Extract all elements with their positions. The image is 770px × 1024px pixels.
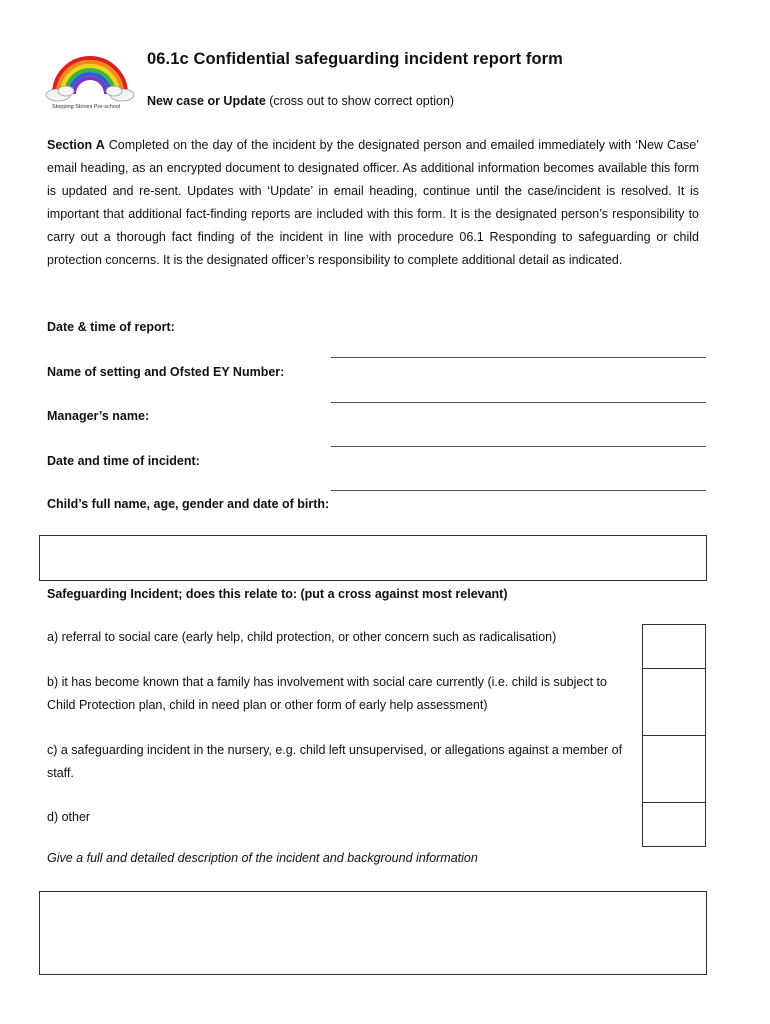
option-b-text: b) it has become known that a family has involvement with social care currently (i.e. child is subject to Child Protection plan, child in need plan or other form of early help assessment) [47, 675, 607, 712]
option-a-checkbox[interactable] [642, 624, 706, 669]
option-c-text: c) a safeguarding incident in the nursery, e.g. child left unsupervised, or allegations against a member of staff. [47, 743, 623, 780]
rainbow-logo-icon [44, 50, 136, 102]
date-time-report-field[interactable] [331, 357, 706, 358]
manager-name-label: Manager’s name: [47, 409, 150, 423]
manager-name-field[interactable] [331, 446, 706, 447]
option-c-checkbox[interactable] [642, 735, 706, 803]
logo-caption: Stepping Stones Pre-school [52, 104, 121, 110]
incident-date-time-field[interactable] [331, 490, 706, 491]
option-d-text: d) other [47, 810, 91, 824]
section-a-text: Completed on the day of the incident by the designated person and emailed immediately with ‘New Case’ email heading, as an encrypted document to designated officer. As additional information becomes available this form is updated and re-sent. Updates with ‘Update’ in email heading, continue until the case/incident is resolved. It is important that additional fact-finding reports are included with this form. It is the designated person’s responsibility to carry out a thorough fact finding of the incident in line with procedure 06.1 Responding to safeguarding or child protection concerns. It is the designated officer’s responsibility to complete additional detail as indicated. [47, 138, 700, 267]
setting-logo [44, 50, 136, 112]
case-type-line [147, 94, 454, 108]
incident-date-time-label: Date and time of incident: [47, 454, 200, 468]
page-title: 06.1c Confidential safeguarding incident report form [147, 50, 563, 68]
section-a-label: Section A [47, 138, 105, 152]
setting-name-field[interactable] [331, 402, 706, 403]
child-details-input[interactable] [39, 535, 707, 581]
child-details-label: Child’s full name, age, gender and date of birth: [47, 497, 330, 511]
description-prompt: Give a full and detailed description of the incident and background information [47, 851, 478, 865]
option-b-checkbox[interactable] [642, 668, 706, 736]
safeguarding-heading: Safeguarding Incident; does this relate to: (put a cross against most relevant) [47, 587, 508, 601]
option-a-text: a) referral to social care (early help, child protection, or other concern such as radicalisation) [47, 630, 557, 644]
case-type-instruction: (cross out to show correct option) [265, 94, 455, 108]
option-d-checkbox[interactable] [642, 802, 706, 847]
setting-name-label: Name of setting and Ofsted EY Number: [47, 365, 285, 379]
date-time-report-label: Date & time of report: [47, 320, 175, 334]
description-input[interactable] [39, 891, 707, 975]
section-a-paragraph [47, 134, 699, 272]
case-type-options[interactable]: New case or Update [147, 94, 266, 108]
